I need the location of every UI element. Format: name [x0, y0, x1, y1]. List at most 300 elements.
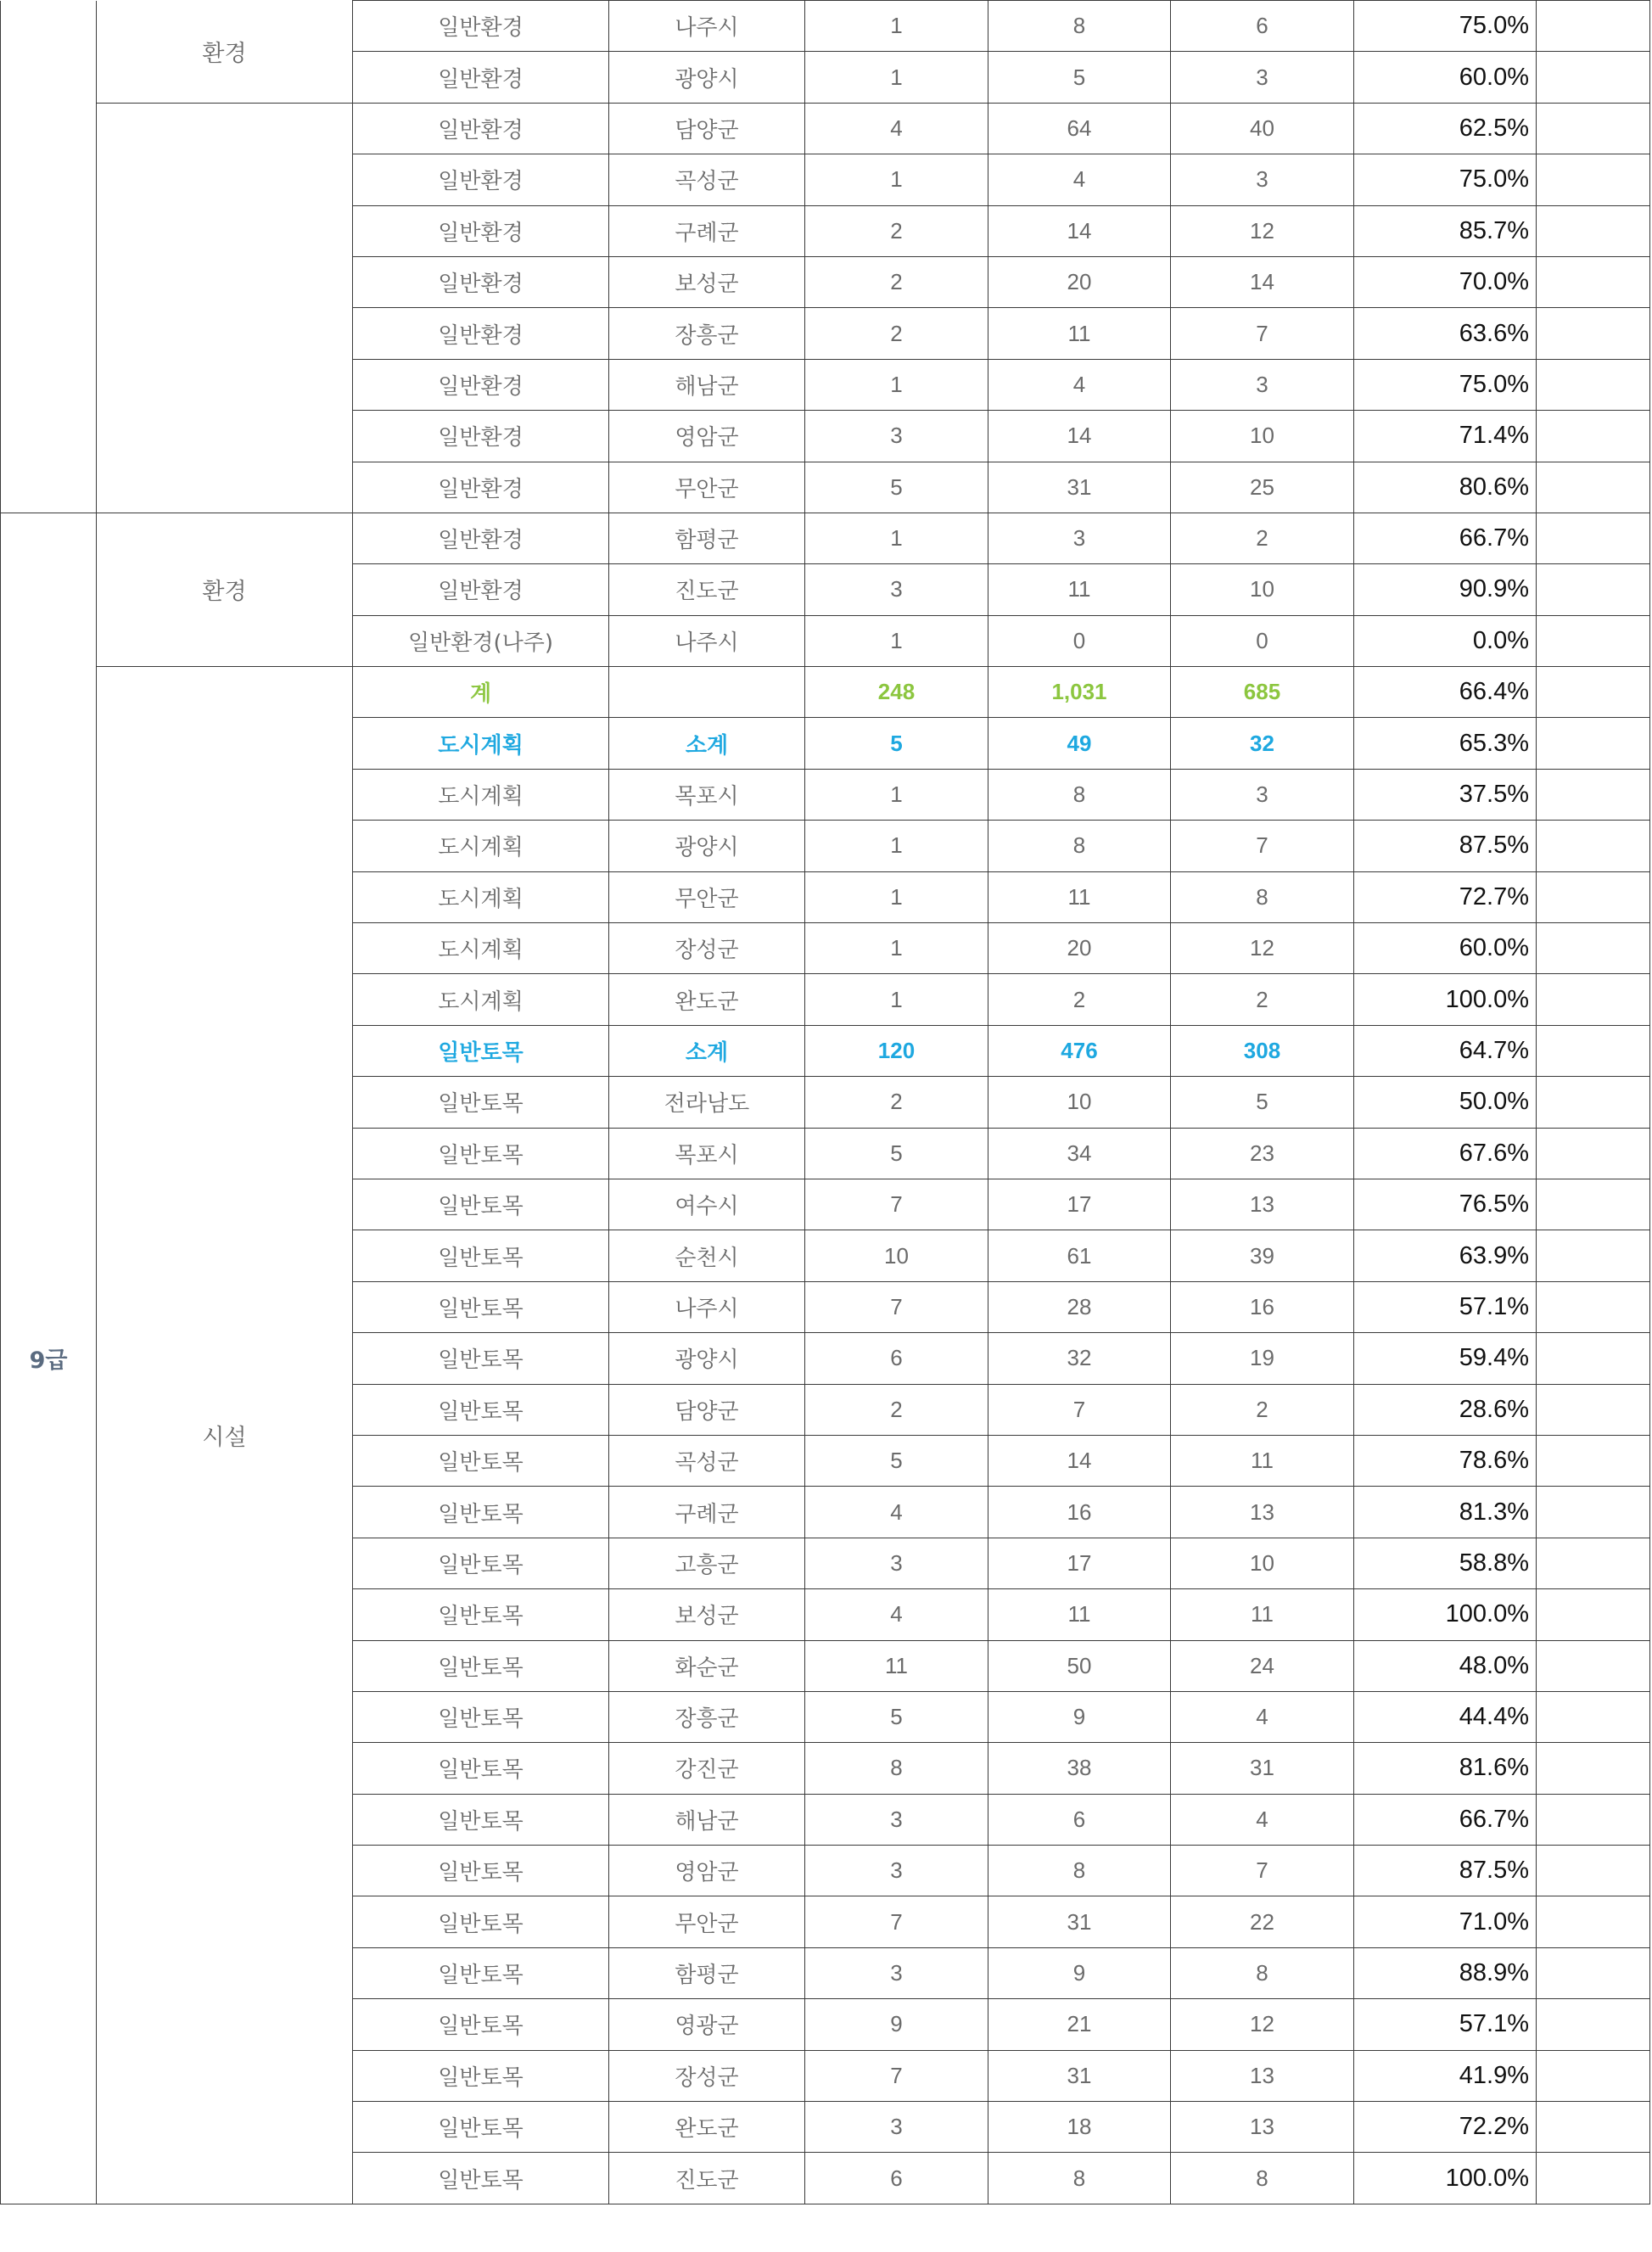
rate-cell: 81.3% — [1354, 1487, 1537, 1538]
job-cell: 일반토목 — [353, 1538, 609, 1588]
note-cell — [1537, 564, 1650, 615]
rate-cell: 41.9% — [1354, 2050, 1537, 2101]
note-cell — [1537, 1025, 1650, 1076]
applicants-cell: 31 — [988, 2050, 1171, 2101]
quota-cell: 2 — [805, 1384, 988, 1435]
job-cell: 일반토목 — [353, 2050, 609, 2101]
region-cell: 곡성군 — [609, 154, 805, 205]
test-takers-cell: 19 — [1171, 1333, 1354, 1384]
job-cell: 도시계획 — [353, 821, 609, 871]
rate-cell: 57.1% — [1354, 1281, 1537, 1332]
note-cell — [1537, 1589, 1650, 1640]
region-cell: 소계 — [609, 1025, 805, 1076]
job-cell: 일반환경 — [353, 411, 609, 462]
note-cell — [1537, 718, 1650, 769]
applicants-cell: 61 — [988, 1230, 1171, 1281]
rate-cell: 70.0% — [1354, 256, 1537, 307]
quota-cell: 3 — [805, 564, 988, 615]
applicants-cell: 28 — [988, 1281, 1171, 1332]
note-cell — [1537, 1333, 1650, 1384]
rate-cell: 59.4% — [1354, 1333, 1537, 1384]
job-cell: 일반환경 — [353, 462, 609, 513]
test-takers-cell: 11 — [1171, 1589, 1354, 1640]
note-cell — [1537, 615, 1650, 666]
applicants-cell: 9 — [988, 1947, 1171, 1998]
region-cell: 함평군 — [609, 1947, 805, 1998]
quota-cell: 1 — [805, 615, 988, 666]
job-cell: 일반환경(나주) — [353, 615, 609, 666]
job-cell: 일반토목 — [353, 1691, 609, 1742]
note-cell — [1537, 1896, 1650, 1947]
grade-cell: 9급 — [1, 513, 97, 2204]
quota-cell: 3 — [805, 1794, 988, 1845]
job-cell: 일반환경 — [353, 103, 609, 154]
job-cell: 일반토목 — [353, 1896, 609, 1947]
note-cell — [1537, 308, 1650, 359]
quota-cell: 4 — [805, 1487, 988, 1538]
job-cell: 일반환경 — [353, 564, 609, 615]
quota-cell: 2 — [805, 205, 988, 256]
region-cell: 영암군 — [609, 1846, 805, 1896]
applicants-cell: 17 — [988, 1179, 1171, 1230]
test-takers-cell: 39 — [1171, 1230, 1354, 1281]
rate-cell: 100.0% — [1354, 1589, 1537, 1640]
category-cell: 환경 — [97, 1, 353, 104]
region-cell: 순천시 — [609, 1230, 805, 1281]
note-cell — [1537, 1846, 1650, 1896]
test-takers-cell: 10 — [1171, 1538, 1354, 1588]
job-cell: 일반토목 — [353, 1333, 609, 1384]
quota-cell: 5 — [805, 1691, 988, 1742]
note-cell — [1537, 2050, 1650, 2101]
region-cell: 나주시 — [609, 615, 805, 666]
region-cell: 완도군 — [609, 2102, 805, 2153]
test-takers-cell: 4 — [1171, 1794, 1354, 1845]
rate-cell: 60.0% — [1354, 52, 1537, 103]
note-cell — [1537, 1538, 1650, 1588]
note-cell — [1537, 923, 1650, 974]
region-cell: 여수시 — [609, 1179, 805, 1230]
rate-cell: 62.5% — [1354, 103, 1537, 154]
applicants-cell: 5 — [988, 52, 1171, 103]
applicants-cell: 8 — [988, 1, 1171, 52]
region-cell: 영광군 — [609, 1999, 805, 2050]
job-cell: 일반토목 — [353, 1999, 609, 2050]
rate-cell: 87.5% — [1354, 1846, 1537, 1896]
applicants-cell: 8 — [988, 2153, 1171, 2204]
test-takers-cell: 13 — [1171, 1487, 1354, 1538]
region-cell: 장성군 — [609, 2050, 805, 2101]
rate-cell: 48.0% — [1354, 1640, 1537, 1691]
region-cell: 광양시 — [609, 1333, 805, 1384]
quota-cell: 3 — [805, 1947, 988, 1998]
rate-cell: 66.7% — [1354, 1794, 1537, 1845]
job-cell: 일반토목 — [353, 2102, 609, 2153]
rate-cell: 75.0% — [1354, 359, 1537, 410]
test-takers-cell: 2 — [1171, 974, 1354, 1025]
region-cell — [609, 667, 805, 718]
quota-cell: 1 — [805, 154, 988, 205]
test-takers-cell: 10 — [1171, 411, 1354, 462]
note-cell — [1537, 769, 1650, 820]
test-takers-cell: 14 — [1171, 256, 1354, 307]
region-cell: 무안군 — [609, 871, 805, 922]
note-cell — [1537, 462, 1650, 513]
job-cell: 일반토목 — [353, 1846, 609, 1896]
note-cell — [1537, 1179, 1650, 1230]
applicants-cell: 11 — [988, 564, 1171, 615]
rate-cell: 72.2% — [1354, 2102, 1537, 2153]
applicants-cell: 8 — [988, 769, 1171, 820]
test-takers-cell: 8 — [1171, 2153, 1354, 2204]
applicants-cell: 31 — [988, 462, 1171, 513]
region-cell: 담양군 — [609, 1384, 805, 1435]
region-cell: 장흥군 — [609, 1691, 805, 1742]
table-body — [1, 1, 1650, 2204]
test-takers-cell: 2 — [1171, 1384, 1354, 1435]
region-cell: 진도군 — [609, 2153, 805, 2204]
test-takers-cell: 7 — [1171, 308, 1354, 359]
applicants-cell: 11 — [988, 308, 1171, 359]
rate-cell: 85.7% — [1354, 205, 1537, 256]
job-cell: 일반환경 — [353, 359, 609, 410]
test-takers-cell: 23 — [1171, 1128, 1354, 1179]
job-cell: 일반환경 — [353, 513, 609, 563]
rate-cell: 0.0% — [1354, 615, 1537, 666]
test-takers-cell: 13 — [1171, 2102, 1354, 2153]
rate-cell: 100.0% — [1354, 2153, 1537, 2204]
job-cell: 일반환경 — [353, 308, 609, 359]
category-cell-continued — [97, 103, 353, 513]
rate-cell: 65.3% — [1354, 718, 1537, 769]
note-cell — [1537, 1128, 1650, 1179]
rate-cell: 66.7% — [1354, 513, 1537, 563]
applicants-cell: 50 — [988, 1640, 1171, 1691]
applicants-cell: 8 — [988, 1846, 1171, 1896]
test-takers-cell: 685 — [1171, 667, 1354, 718]
note-cell — [1537, 1947, 1650, 1998]
rate-cell: 67.6% — [1354, 1128, 1537, 1179]
quota-cell: 8 — [805, 1743, 988, 1794]
quota-cell: 120 — [805, 1025, 988, 1076]
test-takers-cell: 25 — [1171, 462, 1354, 513]
test-takers-cell: 2 — [1171, 513, 1354, 563]
rate-cell: 80.6% — [1354, 462, 1537, 513]
job-cell: 일반환경 — [353, 205, 609, 256]
job-cell: 일반토목 — [353, 1947, 609, 1998]
test-takers-cell: 4 — [1171, 1691, 1354, 1742]
applicants-cell: 31 — [988, 1896, 1171, 1947]
test-takers-cell: 3 — [1171, 154, 1354, 205]
test-takers-cell: 16 — [1171, 1281, 1354, 1332]
category-cell: 환경 — [97, 513, 353, 666]
region-cell: 담양군 — [609, 103, 805, 154]
note-cell — [1537, 1487, 1650, 1538]
region-cell: 전라남도 — [609, 1077, 805, 1128]
job-cell: 일반환경 — [353, 1, 609, 52]
applicants-cell: 21 — [988, 1999, 1171, 2050]
quota-cell: 7 — [805, 1281, 988, 1332]
note-cell — [1537, 2153, 1650, 2204]
test-takers-cell: 8 — [1171, 871, 1354, 922]
region-cell: 나주시 — [609, 1, 805, 52]
applicants-cell: 20 — [988, 256, 1171, 307]
region-cell: 해남군 — [609, 1794, 805, 1845]
applicants-cell: 14 — [988, 205, 1171, 256]
test-takers-cell: 8 — [1171, 1947, 1354, 1998]
quota-cell: 2 — [805, 308, 988, 359]
applicants-cell: 49 — [988, 718, 1171, 769]
applicants-cell: 20 — [988, 923, 1171, 974]
rate-cell: 66.4% — [1354, 667, 1537, 718]
test-takers-cell: 7 — [1171, 821, 1354, 871]
applicants-cell: 16 — [988, 1487, 1171, 1538]
region-cell: 보성군 — [609, 256, 805, 307]
rate-cell: 87.5% — [1354, 821, 1537, 871]
job-cell: 일반환경 — [353, 256, 609, 307]
quota-cell: 5 — [805, 1128, 988, 1179]
applicants-cell: 2 — [988, 974, 1171, 1025]
region-cell: 고흥군 — [609, 1538, 805, 1588]
quota-cell: 2 — [805, 256, 988, 307]
rate-cell: 75.0% — [1354, 1, 1537, 52]
job-cell: 일반환경 — [353, 52, 609, 103]
quota-cell: 3 — [805, 1846, 988, 1896]
note-cell — [1537, 2102, 1650, 2153]
test-takers-cell: 13 — [1171, 1179, 1354, 1230]
region-cell: 무안군 — [609, 462, 805, 513]
applicants-cell: 64 — [988, 103, 1171, 154]
test-takers-cell: 31 — [1171, 1743, 1354, 1794]
quota-cell: 5 — [805, 718, 988, 769]
test-takers-cell: 40 — [1171, 103, 1354, 154]
note-cell — [1537, 513, 1650, 563]
note-cell — [1537, 1794, 1650, 1845]
job-cell: 일반토목 — [353, 1281, 609, 1332]
note-cell — [1537, 1999, 1650, 2050]
rate-cell: 100.0% — [1354, 974, 1537, 1025]
job-cell: 일반환경 — [353, 154, 609, 205]
job-cell: 일반토목 — [353, 1179, 609, 1230]
note-cell — [1537, 821, 1650, 871]
note-cell — [1537, 52, 1650, 103]
test-takers-cell: 12 — [1171, 1999, 1354, 2050]
note-cell — [1537, 1230, 1650, 1281]
region-cell: 구례군 — [609, 205, 805, 256]
quota-cell: 3 — [805, 411, 988, 462]
test-takers-cell: 3 — [1171, 769, 1354, 820]
region-cell: 목포시 — [609, 769, 805, 820]
rate-cell: 44.4% — [1354, 1691, 1537, 1742]
note-cell — [1537, 1077, 1650, 1128]
rate-cell: 63.6% — [1354, 308, 1537, 359]
job-cell: 일반토목 — [353, 1230, 609, 1281]
job-cell: 도시계획 — [353, 974, 609, 1025]
region-cell: 광양시 — [609, 821, 805, 871]
rate-cell: 75.0% — [1354, 154, 1537, 205]
applicants-cell: 4 — [988, 359, 1171, 410]
region-cell: 완도군 — [609, 974, 805, 1025]
applicants-cell: 9 — [988, 1691, 1171, 1742]
note-cell — [1537, 1691, 1650, 1742]
region-cell: 해남군 — [609, 359, 805, 410]
job-cell: 일반토목 — [353, 1435, 609, 1486]
region-cell: 진도군 — [609, 564, 805, 615]
test-takers-cell: 308 — [1171, 1025, 1354, 1076]
note-cell — [1537, 256, 1650, 307]
applicants-cell: 3 — [988, 513, 1171, 563]
job-cell: 일반토목 — [353, 1589, 609, 1640]
region-cell: 광양시 — [609, 52, 805, 103]
quota-cell: 1 — [805, 821, 988, 871]
applicants-cell: 8 — [988, 821, 1171, 871]
applicants-cell: 11 — [988, 1589, 1171, 1640]
job-cell: 일반토목 — [353, 1794, 609, 1845]
test-takers-cell: 3 — [1171, 52, 1354, 103]
quota-cell: 1 — [805, 1, 988, 52]
note-cell — [1537, 974, 1650, 1025]
table-row — [1, 513, 1650, 563]
test-takers-cell: 13 — [1171, 2050, 1354, 2101]
quota-cell: 1 — [805, 52, 988, 103]
region-cell: 구례군 — [609, 1487, 805, 1538]
rate-cell: 81.6% — [1354, 1743, 1537, 1794]
quota-cell: 1 — [805, 769, 988, 820]
rate-cell: 78.6% — [1354, 1435, 1537, 1486]
test-takers-cell: 12 — [1171, 923, 1354, 974]
note-cell — [1537, 1640, 1650, 1691]
applicants-cell: 7 — [988, 1384, 1171, 1435]
job-cell: 일반토목 — [353, 1128, 609, 1179]
region-cell: 소계 — [609, 718, 805, 769]
rate-cell: 58.8% — [1354, 1538, 1537, 1588]
quota-cell: 5 — [805, 462, 988, 513]
region-cell: 나주시 — [609, 1281, 805, 1332]
applicants-cell: 476 — [988, 1025, 1171, 1076]
job-cell: 도시계획 — [353, 769, 609, 820]
region-cell: 곡성군 — [609, 1435, 805, 1486]
quota-cell: 6 — [805, 1333, 988, 1384]
rate-cell: 76.5% — [1354, 1179, 1537, 1230]
test-takers-cell: 12 — [1171, 205, 1354, 256]
region-cell: 무안군 — [609, 1896, 805, 1947]
note-cell — [1537, 411, 1650, 462]
applicants-cell: 1,031 — [988, 667, 1171, 718]
applicants-cell: 4 — [988, 154, 1171, 205]
quota-cell: 5 — [805, 1435, 988, 1486]
rate-cell: 57.1% — [1354, 1999, 1537, 2050]
quota-cell: 248 — [805, 667, 988, 718]
rate-cell: 90.9% — [1354, 564, 1537, 615]
rate-cell: 28.6% — [1354, 1384, 1537, 1435]
quota-cell: 4 — [805, 1589, 988, 1640]
job-cell: 일반토목 — [353, 1077, 609, 1128]
applicants-cell: 34 — [988, 1128, 1171, 1179]
note-cell — [1537, 103, 1650, 154]
region-cell: 장흥군 — [609, 308, 805, 359]
rate-cell: 71.0% — [1354, 1896, 1537, 1947]
applicants-cell: 14 — [988, 1435, 1171, 1486]
rate-cell: 63.9% — [1354, 1230, 1537, 1281]
rate-cell: 60.0% — [1354, 923, 1537, 974]
applicants-cell: 18 — [988, 2102, 1171, 2153]
region-cell: 화순군 — [609, 1640, 805, 1691]
quota-cell: 1 — [805, 923, 988, 974]
rate-cell: 72.7% — [1354, 871, 1537, 922]
test-takers-cell: 22 — [1171, 1896, 1354, 1947]
quota-cell: 9 — [805, 1999, 988, 2050]
applicants-cell: 38 — [988, 1743, 1171, 1794]
quota-cell: 11 — [805, 1640, 988, 1691]
job-cell: 일반토목 — [353, 1025, 609, 1076]
job-cell: 일반토목 — [353, 1384, 609, 1435]
rate-cell: 71.4% — [1354, 411, 1537, 462]
table-row — [1, 103, 1650, 154]
region-cell: 함평군 — [609, 513, 805, 563]
note-cell — [1537, 154, 1650, 205]
total-row — [1, 667, 1650, 718]
test-takers-cell: 11 — [1171, 1435, 1354, 1486]
rate-cell: 50.0% — [1354, 1077, 1537, 1128]
job-cell: 계 — [353, 667, 609, 718]
note-cell — [1537, 1, 1650, 52]
region-cell: 강진군 — [609, 1743, 805, 1794]
quota-cell: 10 — [805, 1230, 988, 1281]
note-cell — [1537, 667, 1650, 718]
test-takers-cell: 0 — [1171, 615, 1354, 666]
quota-cell: 1 — [805, 974, 988, 1025]
quota-cell: 7 — [805, 1179, 988, 1230]
quota-cell: 3 — [805, 1538, 988, 1588]
quota-cell: 7 — [805, 2050, 988, 2101]
quota-cell: 1 — [805, 871, 988, 922]
category-cell: 시설 — [97, 667, 353, 2204]
region-cell: 보성군 — [609, 1589, 805, 1640]
quota-cell: 4 — [805, 103, 988, 154]
grade-cell — [1, 1, 97, 513]
note-cell — [1537, 1384, 1650, 1435]
region-cell: 영암군 — [609, 411, 805, 462]
job-cell: 일반토목 — [353, 1743, 609, 1794]
test-takers-cell: 24 — [1171, 1640, 1354, 1691]
note-cell — [1537, 1281, 1650, 1332]
job-cell: 일반토목 — [353, 2153, 609, 2204]
quota-cell: 2 — [805, 1077, 988, 1128]
note-cell — [1537, 1435, 1650, 1486]
job-cell: 일반토목 — [353, 1487, 609, 1538]
test-takers-cell: 7 — [1171, 1846, 1354, 1896]
test-takers-cell: 3 — [1171, 359, 1354, 410]
quota-cell: 1 — [805, 359, 988, 410]
job-cell: 도시계획 — [353, 923, 609, 974]
region-cell: 목포시 — [609, 1128, 805, 1179]
test-takers-cell: 32 — [1171, 718, 1354, 769]
job-cell: 도시계획 — [353, 718, 609, 769]
rate-cell: 88.9% — [1354, 1947, 1537, 1998]
applicants-cell: 32 — [988, 1333, 1171, 1384]
applicants-cell: 14 — [988, 411, 1171, 462]
test-takers-cell: 10 — [1171, 564, 1354, 615]
applicants-cell: 6 — [988, 1794, 1171, 1845]
quota-cell: 1 — [805, 513, 988, 563]
job-cell: 일반토목 — [353, 1640, 609, 1691]
table-row — [1, 1, 1650, 52]
quota-cell: 3 — [805, 2102, 988, 2153]
job-cell: 도시계획 — [353, 871, 609, 922]
note-cell — [1537, 1743, 1650, 1794]
quota-cell: 6 — [805, 2153, 988, 2204]
note-cell — [1537, 205, 1650, 256]
